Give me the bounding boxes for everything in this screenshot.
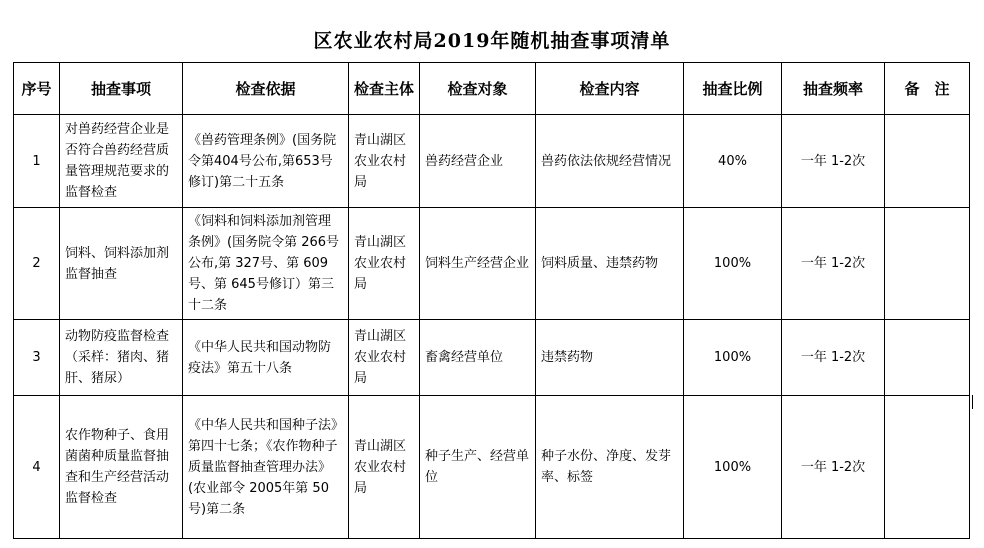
cell-basis: 《兽药管理条例》(国务院令第404号公布,第653号修订)第二十五条 [183,115,349,208]
header-frequency: 抽查频率 [782,63,885,115]
cell-content: 种子水份、净度、发芽率、标签 [536,396,684,539]
cell-no: 3 [14,320,60,396]
cell-remark [885,115,970,208]
table-row [14,320,970,396]
cell-content: 饲料质量、违禁药物 [536,208,684,320]
header-basis: 检查依据 [183,63,349,115]
cell-object: 种子生产、经营单位 [420,396,536,539]
cell-item: 饲料、饲料添加剂监督抽查 [60,208,183,320]
header-remark: 备 注 [885,63,970,115]
text-cursor-mark [972,395,973,409]
cell-ratio: 100% [684,320,782,396]
cell-content: 兽药依法依规经营情况 [536,115,684,208]
cell-subject: 青山湖区农业农村局 [349,115,420,208]
table-row [14,208,970,320]
inspection-table [13,62,970,539]
cell-basis: 《饲料和饲料添加剂管理条例》(国务院令第 266号公布,第 327号、第 609号、第 645号修订）第三十二条 [183,208,349,320]
table-row [14,396,970,539]
cell-object: 饲料生产经营企业 [420,208,536,320]
cell-frequency: 一年 1-2次 [782,208,885,320]
cell-frequency: 一年 1-2次 [782,396,885,539]
cell-frequency: 一年 1-2次 [782,320,885,396]
cell-ratio: 100% [684,396,782,539]
cell-no: 2 [14,208,60,320]
cell-ratio: 40% [684,115,782,208]
document-title: 区农业农村局2019年随机抽查事项清单 [313,30,671,52]
header-object: 检查对象 [420,63,536,115]
header-subject: 检查主体 [349,63,420,115]
table-row [14,115,970,208]
cell-basis: 《中华人民共和国种子法》第四十七条；《农作物种子质量监督抽查管理办法》(农业部令 2005年第 50号)第二条 [183,396,349,539]
cell-ratio: 100% [684,208,782,320]
header-ratio: 抽查比例 [684,63,782,115]
header-item: 抽查事项 [60,63,183,115]
header-no: 序号 [14,63,60,115]
cell-object: 畜禽经营单位 [420,320,536,396]
cell-no: 4 [14,396,60,539]
header-row [14,63,970,115]
cell-item: 对兽药经营企业是否符合兽药经营质量管理规范要求的监督检查 [60,115,183,208]
cell-subject: 青山湖区农业农村局 [349,320,420,396]
cell-remark [885,208,970,320]
cell-remark [885,320,970,396]
cell-frequency: 一年 1-2次 [782,115,885,208]
cell-content: 违禁药物 [536,320,684,396]
cell-subject: 青山湖区农业农村局 [349,396,420,539]
cell-subject: 青山湖区农业农村局 [349,208,420,320]
cell-basis: 《中华人民共和国动物防疫法》第五十八条 [183,320,349,396]
cell-item: 动物防疫监督检查 （采样：猪肉、猪肝、猪尿） [60,320,183,396]
header-content: 检查内容 [536,63,684,115]
cell-object: 兽药经营企业 [420,115,536,208]
cell-remark [885,396,970,539]
cell-no: 1 [14,115,60,208]
cell-item: 农作物种子、食用菌菌种质量监督抽查和生产经营活动监督检查 [60,396,183,539]
